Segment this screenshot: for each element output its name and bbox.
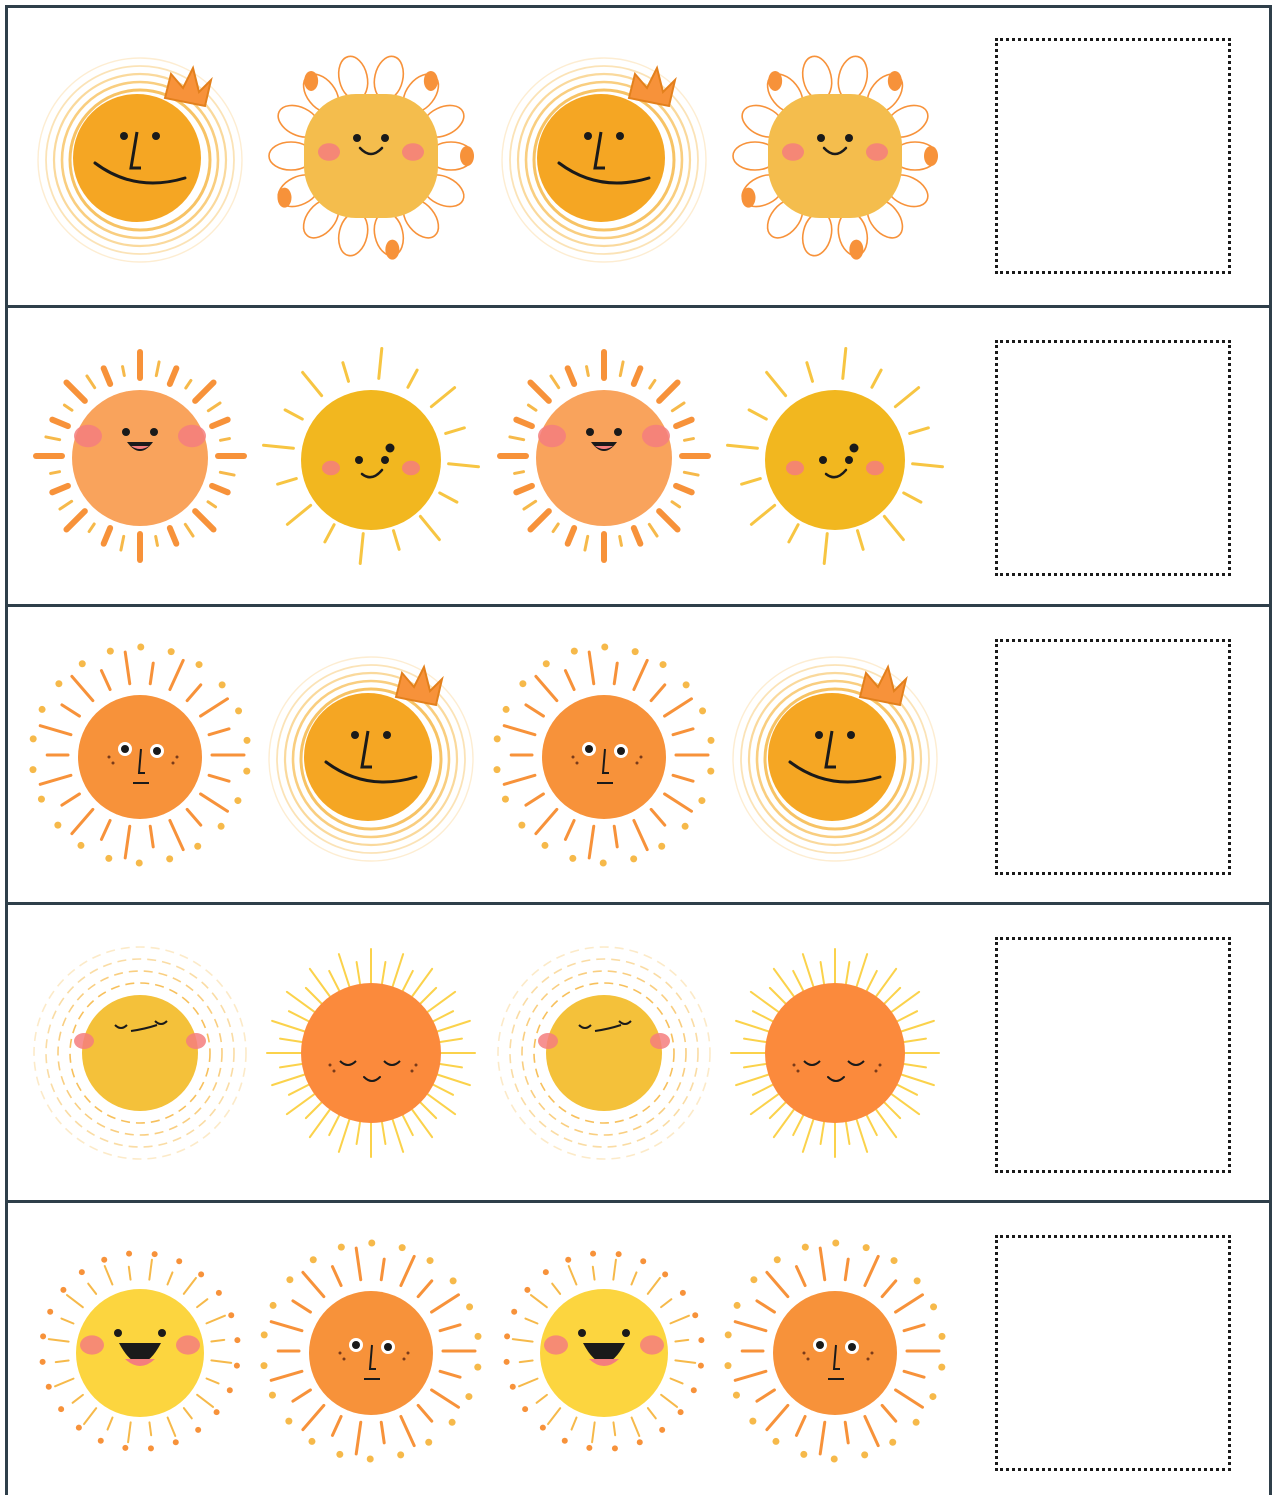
sun-crown-icon [25, 8, 255, 304]
sun-pink-cheeks-icon [25, 308, 255, 604]
sun-picture-sun-crown [25, 8, 255, 304]
pattern-row-3 [8, 604, 1269, 903]
sun-crown-icon [489, 8, 719, 304]
sun-freckles-icon [256, 1203, 486, 1499]
sun-scribble-icon [720, 8, 950, 304]
pattern-row-4 [8, 902, 1269, 1201]
sun-sleepy-orange-icon [256, 905, 486, 1201]
sun-picture-sun-laughing [25, 1203, 255, 1499]
sun-laughing-icon [25, 1203, 255, 1499]
pattern-row-5 [8, 1200, 1269, 1499]
sun-picture-sun-crown [256, 607, 486, 903]
worksheet-frame [5, 5, 1272, 1495]
sun-yellow-wink-icon [256, 308, 486, 604]
sun-picture-sun-yellow-wink [720, 308, 950, 604]
sun-picture-sun-laughing [489, 1203, 719, 1499]
sun-freckles-icon [25, 607, 255, 903]
sun-crown-icon [720, 607, 950, 903]
sun-picture-sun-freckles [720, 1203, 950, 1499]
sun-yellow-wink-icon [720, 308, 950, 604]
answer-box[interactable] [995, 1235, 1231, 1471]
sun-picture-sun-dashed-rings [25, 905, 255, 1201]
pattern-row-2 [8, 305, 1269, 604]
sun-picture-sun-crown [720, 607, 950, 903]
answer-box[interactable] [995, 639, 1231, 875]
sun-freckles-icon [720, 1203, 950, 1499]
sun-picture-sun-sleepy-orange [720, 905, 950, 1201]
sun-dashed-rings-icon [25, 905, 255, 1201]
sun-picture-sun-dashed-rings [489, 905, 719, 1201]
sun-crown-icon [256, 607, 486, 903]
sun-picture-sun-scribble [256, 8, 486, 304]
sun-sleepy-orange-icon [720, 905, 950, 1201]
sun-picture-sun-freckles [489, 607, 719, 903]
sun-picture-sun-freckles [25, 607, 255, 903]
sun-picture-sun-pink-cheeks [489, 308, 719, 604]
sun-picture-sun-yellow-wink [256, 308, 486, 604]
sun-pink-cheeks-icon [489, 308, 719, 604]
sun-picture-sun-scribble [720, 8, 950, 304]
sun-picture-sun-sleepy-orange [256, 905, 486, 1201]
sun-picture-sun-freckles [256, 1203, 486, 1499]
answer-box[interactable] [995, 340, 1231, 576]
pattern-row-1 [8, 8, 1269, 307]
sun-picture-sun-crown [489, 8, 719, 304]
sun-laughing-icon [489, 1203, 719, 1499]
answer-box[interactable] [995, 38, 1231, 274]
answer-box[interactable] [995, 937, 1231, 1173]
sun-scribble-icon [256, 8, 486, 304]
sun-freckles-icon [489, 607, 719, 903]
sun-dashed-rings-icon [489, 905, 719, 1201]
sun-picture-sun-pink-cheeks [25, 308, 255, 604]
